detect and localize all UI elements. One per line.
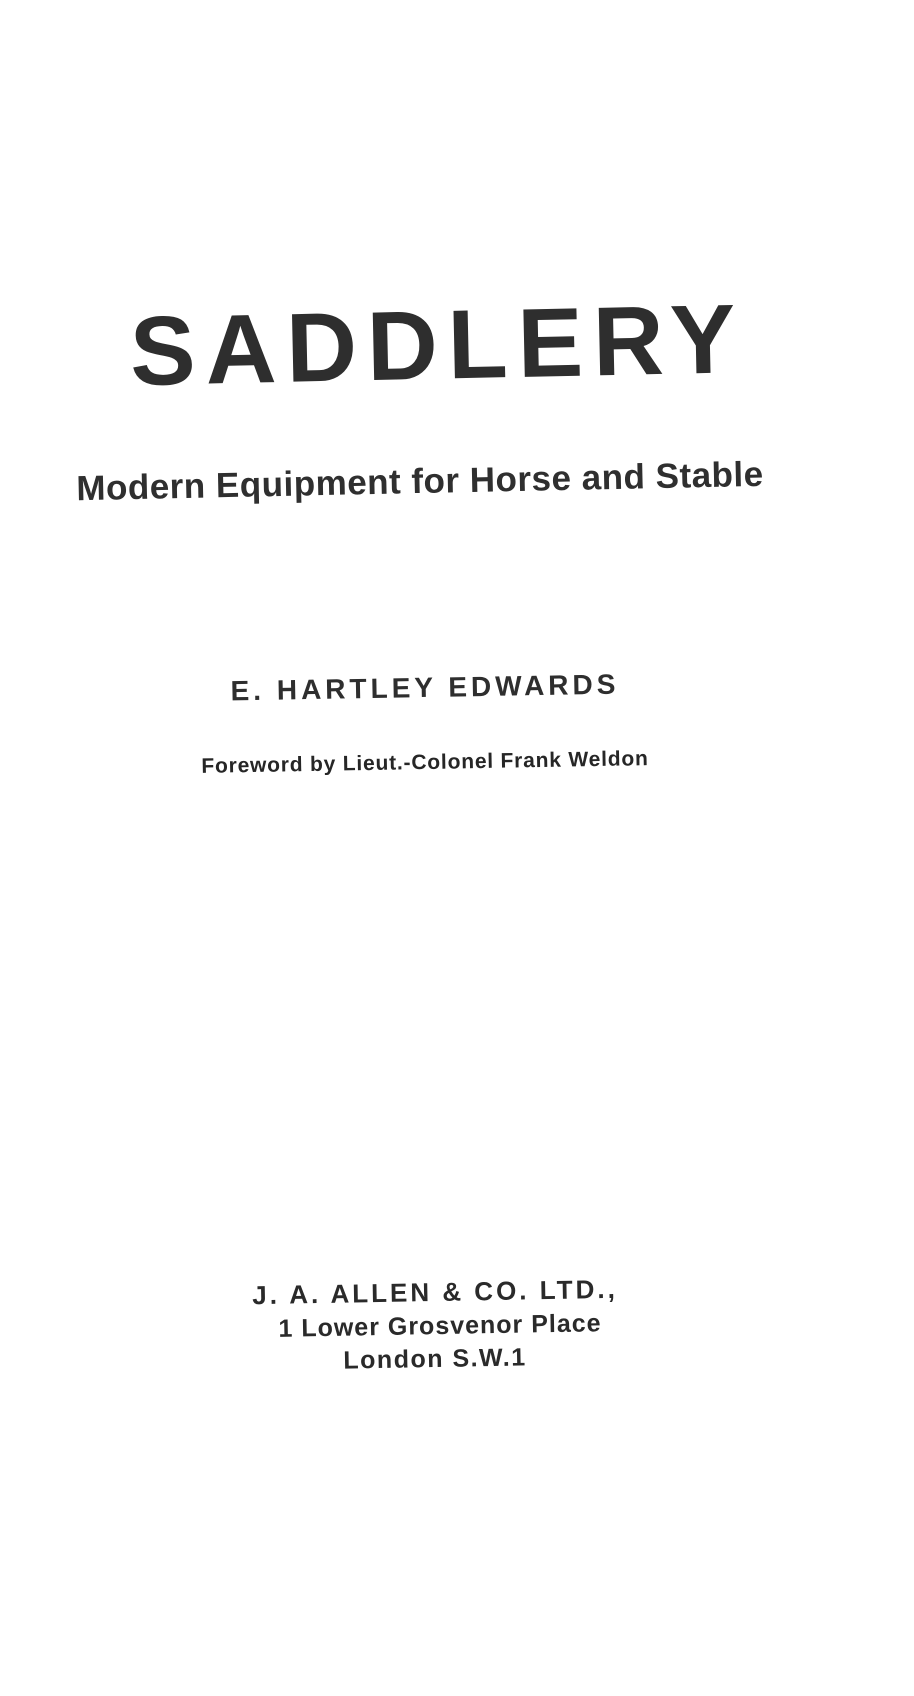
foreword-credit: Foreword by Lieut.-Colonel Frank Weldon: [201, 747, 649, 778]
publisher-name: J. A. ALLEN & CO. LTD.,: [251, 1273, 619, 1311]
author-name: E. HARTLEY EDWARDS: [230, 668, 620, 707]
book-subtitle: Modern Equipment for Horse and Stable: [75, 454, 765, 509]
publisher-address-line-2: London S.W.1: [343, 1343, 527, 1375]
book-title: SADDLERY: [128, 283, 747, 407]
publisher-address-line-1: 1 Lower Grosvenor Place: [278, 1309, 602, 1343]
